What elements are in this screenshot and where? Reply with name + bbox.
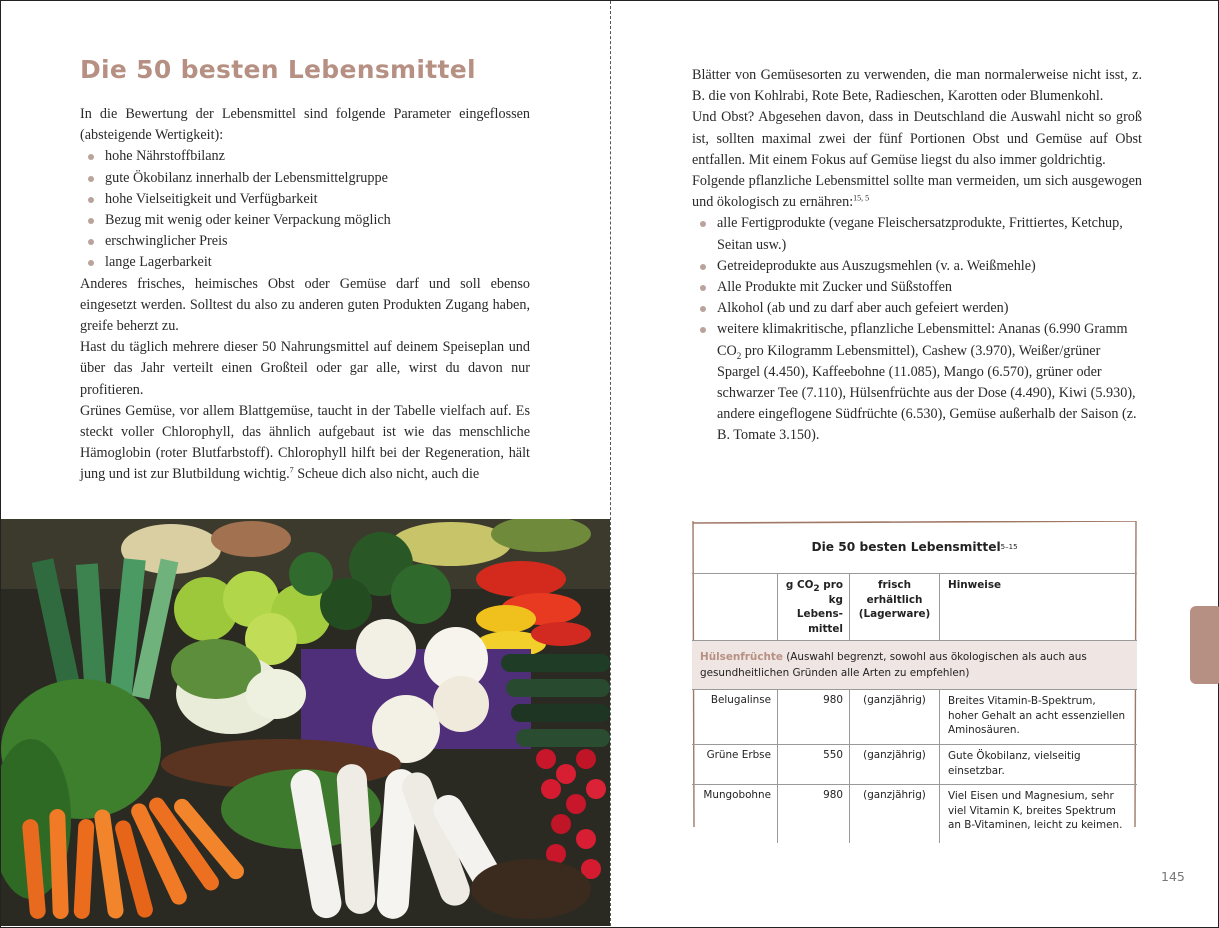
list-item: gute Ökobilanz innerhalb der Lebensmittelgruppe	[80, 168, 530, 189]
table-title-text: Die 50 besten Lebensmittel	[811, 540, 1001, 554]
cell-co2: 980	[778, 785, 850, 843]
list-item-text: pro Kilogramm Lebensmittel), Cashew (3.970), Weißer/grüner Spargel (4.450), Kaffeebohne (11.085), Mango (6.570), grüner oder schwarzer Tee (7.110), Hülsenfrüchte aus der Dose (4.490), Kiwi (5.930), andere eingeflogene Südfrüchte (6.530), Gemüse außerhalb der Saison (z. B. Tomate 3.150).	[717, 342, 1137, 444]
paragraph-text: Scheue dich also nicht, auch die	[293, 466, 480, 483]
cell-co2: 980	[778, 690, 850, 744]
left-page	[80, 55, 530, 486]
category-note: (Auswahl begrenzt, sowohl aus ökologischen als auch aus gesundheitlichen Gründen alle Arten zu empfehlen)	[700, 651, 1087, 679]
category-row	[692, 641, 1137, 690]
header-cell-notes: Hinweise	[948, 579, 1002, 591]
food-table	[692, 521, 1137, 831]
table-title: Die 50 besten Lebensmittel 5–15	[692, 521, 1137, 574]
cell-fresh: (ganzjährig)	[850, 745, 940, 784]
paragraph: Anderes frisches, heimisches Obst oder Gemüse darf und soll ebenso eingesetzt werden. Solltest du also zu anderen guten Produkten Zugang haben, greife beherzt zu.	[80, 275, 530, 335]
list-item	[692, 319, 1142, 446]
paragraph-text: Folgende pflanzliche Lebensmittel sollte man vermeiden, um sich ausgewogen und ökologisch zu ernähren:	[692, 173, 1142, 211]
table-body	[692, 521, 1137, 843]
cell-name: Grüne Erbse	[692, 745, 778, 784]
list-item: Alle Produkte mit Zucker und Süßstoffen	[692, 277, 1142, 298]
list-item: erschwinglicher Preis	[80, 231, 530, 252]
list-item: Alkohol (ab und zu darf aber auch gefeiert werden)	[692, 298, 1142, 319]
cell-name: Belugalinse	[692, 690, 778, 744]
vegetable-photo-illustration	[1, 519, 610, 926]
list-item: Getreideprodukte aus Auszugsmehlen (v. a. Weißmehle)	[692, 256, 1142, 277]
intro-text: In die Bewertung der Lebensmittel sind folgende Parameter eingeflossen (absteigende Wertigkeit):	[80, 106, 530, 144]
category-name: Hülsenfrüchte	[700, 651, 783, 663]
paragraph-text: Grünes Gemüse, vor allem Blattgemüse, taucht in der Tabelle vielfach auf. Es steckt voller Chlorophyll, das ähnlich aufgebaut ist wie das menschliche Hämoglobin (roter Blutfarbstoff). Chlorophyll hilft bei der Regeneration, hält jung und ist zur Blutbildung wichtig.	[80, 402, 530, 483]
table-row	[692, 745, 1137, 785]
header-cell-co2	[778, 574, 850, 640]
page-title: Die 50 besten Lebensmittel	[80, 55, 476, 84]
right-page	[692, 65, 1142, 447]
cell-fresh: (ganzjährig)	[850, 690, 940, 744]
vegetable-market-photo	[1, 519, 610, 926]
list-item-text: weitere klimakritische, pflanzliche Lebensmittel: Ananas (6.990 Gramm CO	[717, 321, 1128, 359]
list-item: lange Lagerbarkeit	[80, 252, 530, 273]
list-item: Bezug mit wenig oder keiner Verpackung möglich	[80, 210, 530, 231]
paragraph	[80, 401, 530, 486]
paragraph	[692, 171, 1142, 213]
cell-notes: Viel Eisen und Magnesium, sehr viel Vitamin K, breites Spektrum an B-Vitaminen, leicht zu keimen.	[948, 790, 1123, 831]
cell-co2: 550	[778, 745, 850, 784]
list-item: hohe Nährstoffbilanz	[80, 146, 530, 167]
avoid-list	[692, 213, 1142, 446]
footnote-ref: 15, 5	[853, 193, 870, 203]
paragraph: Blätter von Gemüsesorten zu verwenden, die man normalerweise nicht isst, z. B. die von Kohlrabi, Rote Bete, Radieschen, Karotten oder Blumenkohl.	[692, 67, 1142, 105]
cell-notes: Breites Vitamin-B-Spektrum, hoher Gehalt an acht essenziellen Aminosäuren.	[948, 695, 1126, 736]
paragraph: Hast du täglich mehrere dieser 50 Nahrungsmittel auf deinem Speiseplan und über das Jahr verteilt einen Großteil oder gar alle, wirst du davon nur profitieren.	[80, 339, 530, 398]
header-cell-name	[692, 574, 778, 640]
page-number: 145	[1161, 869, 1185, 884]
header-text: pro kg Lebensmittel	[796, 579, 843, 635]
cell-name: Mungobohne	[692, 785, 778, 843]
table-header-row	[692, 574, 1137, 641]
header-text: g CO	[785, 579, 814, 591]
chapter-tab	[1190, 606, 1219, 684]
list-item: hohe Vielseitigkeit und Verfügbarkeit	[80, 189, 530, 210]
subscript: 2	[736, 350, 742, 361]
list-item: alle Fertigprodukte (vegane Fleischersatzprodukte, Frittiertes, Ketchup, Seitan usw.)	[692, 213, 1142, 255]
cell-fresh: (ganzjährig)	[850, 785, 940, 843]
table-row	[692, 690, 1137, 745]
paragraph: Und Obst? Abgesehen davon, dass in Deutschland die Auswahl nicht so groß ist, sollten maximal zwei der fünf Portionen Obst und Gemüse auf Obst entfallen. Mit einem Fokus auf Gemüse liegst du also immer goldrichtig.	[692, 109, 1142, 168]
header-cell-fresh: frisch erhältlich (Lagerware)	[850, 574, 940, 640]
table-row	[692, 785, 1137, 843]
subscript: 2	[813, 584, 820, 595]
parameter-list	[80, 146, 530, 273]
cell-notes: Gute Ökobilanz, vielseitig einsetzbar.	[948, 750, 1081, 777]
footnote-ref: 7	[289, 465, 294, 475]
page-fold-line	[610, 1, 611, 926]
